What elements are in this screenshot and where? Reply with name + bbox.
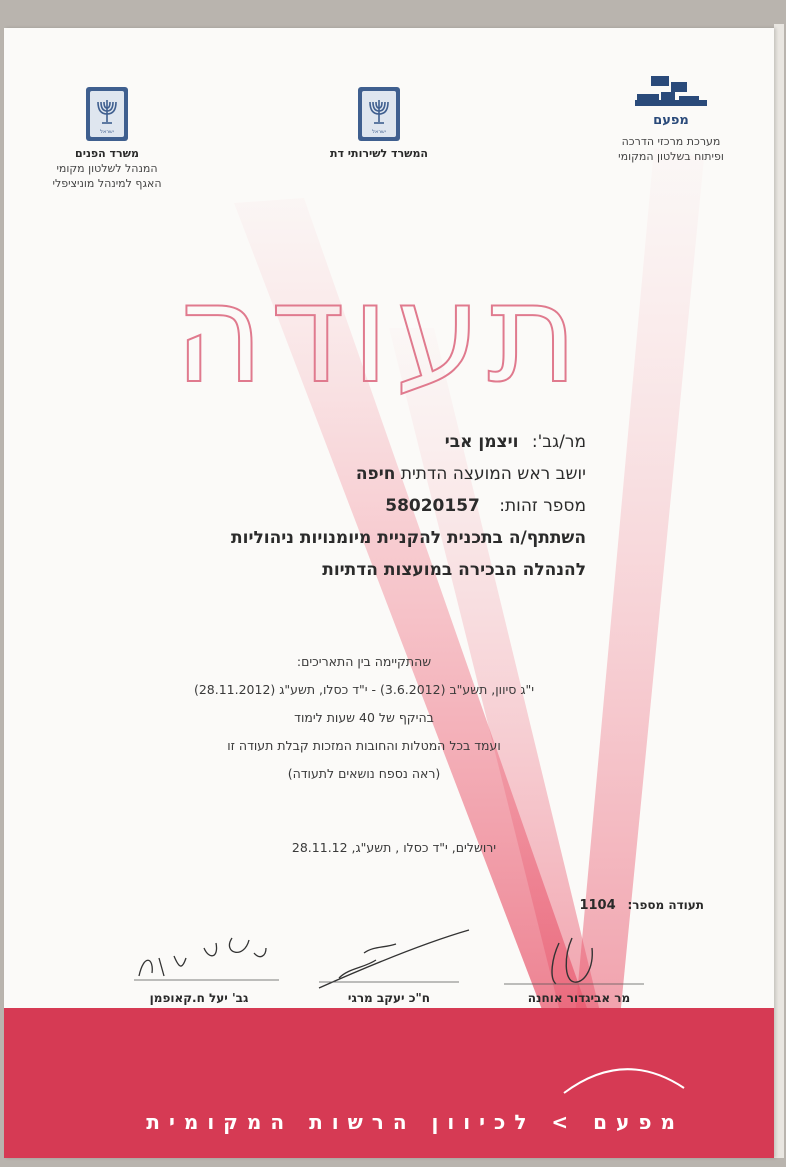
details-line3: בהיקף של 40 שעות לימוד <box>294 710 434 725</box>
details-line2: י"ג סיוון, תשע"ב (3.6.2012) - י"ד כסלו, תשע"ג (28.11.2012) <box>193 682 535 697</box>
recipient-prefix: מר/גב': <box>531 432 586 452</box>
mifal-logo-icon <box>631 72 711 130</box>
recipient-city: חיפה <box>355 464 396 484</box>
program-line2: להנהלה הבכירה במועצות הדתיות <box>322 560 586 580</box>
signature-margi <box>319 930 469 988</box>
interior-ministry-title: משרד הפנים <box>75 147 139 160</box>
id-label: מספר זהות: <box>499 496 586 516</box>
interior-ministry-line2: האגף למינהל מוניציפלי <box>52 177 162 190</box>
recipient-role: יושב ראש המועצה הדתית <box>400 464 586 484</box>
certificate-sheet <box>4 28 774 1158</box>
signer-name: גב' יעל ח.קאופמן <box>149 991 249 1005</box>
signer-name: מר אביגדור אוחנה <box>527 991 631 1005</box>
recipient-role-line <box>126 458 586 490</box>
svg-text:תעודה: תעודה <box>173 263 585 403</box>
recipient-id-line <box>126 490 586 522</box>
program-line1: השתתף/ה בתכנית להקניית מיומנויות ניהוליות <box>231 528 586 548</box>
details-block <box>184 648 544 788</box>
mifal-line2: ופיתוח בשלטון המקומי <box>618 150 724 163</box>
id-number: 58020157 <box>385 496 480 516</box>
religious-services-ministry-title: המשרד לשירותי דת <box>330 147 428 160</box>
header-interior-ministry <box>42 86 172 191</box>
recipient-name-line <box>126 426 586 458</box>
signatures-scribbles <box>4 898 774 998</box>
interior-ministry-line1: המנהל לשלטון מקומי <box>56 162 158 175</box>
state-emblem-icon <box>85 86 129 142</box>
page-edge <box>774 24 784 1158</box>
svg-text:ישראל: ישראל <box>372 129 386 135</box>
signature-ohana <box>552 938 592 984</box>
state-emblem-icon <box>357 86 401 142</box>
details-line4: ועמד בכל המטלות והחובות המזכות קבלת תעודה זו <box>227 738 501 753</box>
mifal-line1: מערכת מרכזי הדרכה <box>621 135 721 148</box>
header-religious-services-ministry <box>314 86 444 161</box>
details-line5: (ראה נספח נושאים לתעודה) <box>287 766 441 781</box>
signature-kaufman <box>139 938 266 976</box>
certificate-number-value: 1104 <box>579 898 616 913</box>
footer-arc-decoration <box>544 1048 704 1098</box>
certificate-title <box>159 263 599 403</box>
footer-slogan: מפעם > לכיוון הרשות המקומית <box>146 1110 684 1134</box>
signer-name: ח"כ יעקב מרגי <box>347 991 431 1005</box>
recipient-block <box>126 426 586 586</box>
svg-text:מפעם: מפעם <box>653 113 689 128</box>
recipient-name: ויצמן אבי <box>444 432 519 452</box>
header-mifal-logo <box>596 72 746 164</box>
details-line1: שהתקיימה בין התאריכים: <box>296 654 432 669</box>
certificate-number-label: תעודה מספר: <box>627 898 704 912</box>
place-and-date: ירושלים, י"ד כסלו , תשע"ג, 28.11.12 <box>291 840 497 855</box>
svg-text:ישראל: ישראל <box>100 129 114 135</box>
